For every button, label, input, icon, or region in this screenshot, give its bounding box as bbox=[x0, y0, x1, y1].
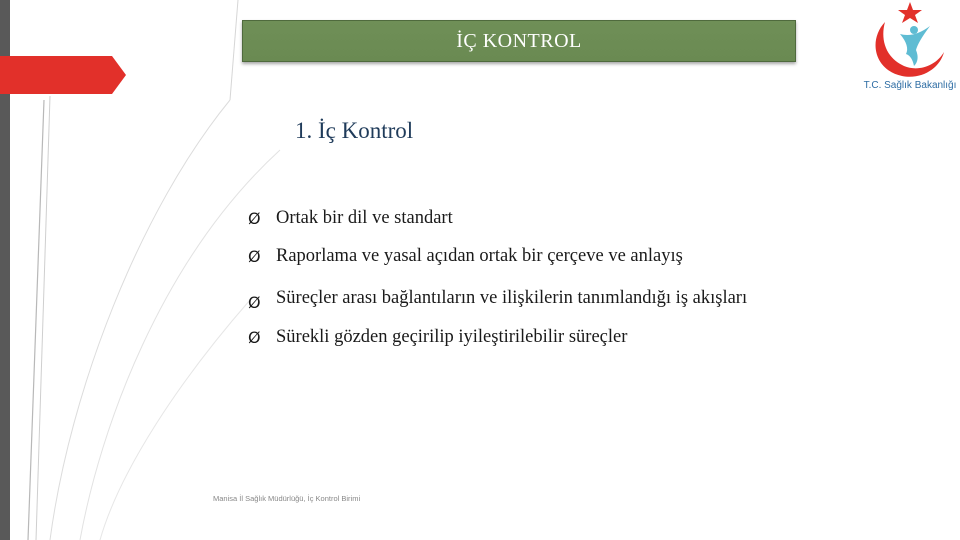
bullet-text: Sürekli gözden geçirilip iyileştirilebilir süreçler bbox=[276, 327, 628, 347]
bullet-arrow-icon: Ø bbox=[248, 209, 261, 228]
logo-caption: T.C. Sağlık Bakanlığı bbox=[863, 80, 957, 91]
header-title: İÇ KONTROL bbox=[456, 29, 582, 52]
bullet-list bbox=[248, 202, 838, 359]
bullet-text: Ortak bir dil ve standart bbox=[276, 208, 453, 228]
bullet-item bbox=[248, 278, 838, 319]
bullet-arrow-icon: Ø bbox=[248, 328, 261, 347]
bullet-text: Raporlama ve yasal açıdan ortak bir çerçeve ve anlayış bbox=[276, 246, 683, 266]
bullet-item bbox=[248, 321, 838, 354]
bullet-text: Süreçler arası bağlantıların ve ilişkilerin tanımlandığı iş akışları bbox=[276, 288, 748, 308]
header-banner bbox=[242, 20, 796, 62]
bullet-item bbox=[248, 240, 838, 273]
red-arrow-tab bbox=[0, 56, 126, 94]
bullet-arrow-icon: Ø bbox=[248, 247, 261, 266]
section-heading: 1. İç Kontrol bbox=[295, 118, 414, 143]
bullet-item bbox=[248, 202, 838, 235]
footer-text: Manisa İl Sağlık Müdürlüğü, İç Kontrol Birimi bbox=[213, 494, 361, 503]
bullet-arrow-icon: Ø bbox=[248, 293, 261, 312]
